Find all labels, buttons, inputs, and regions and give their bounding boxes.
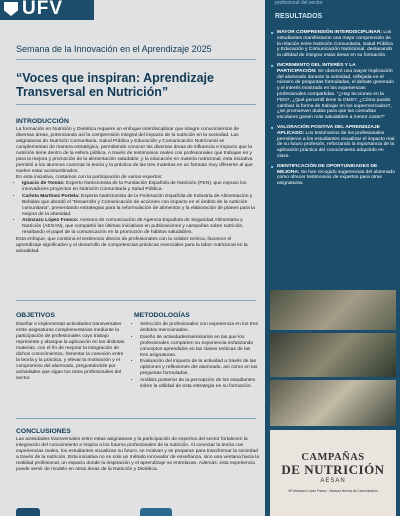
event-photo [270,290,396,330]
list-item [22,218,256,236]
logo-text: UFV [22,0,63,19]
results-list [271,30,395,187]
intro-paragraph: La formación en Nutrición y Dietética requiere un enfoque interdisciplinar que integre conocimientos de diversas áreas, potenciando así la comprensión integral del impacto de la nutrición en la sociedad. Las asignaturas de Nutrición Comunitaria, Salud Pública y Educación y Comunicación Nutricional se complementan de manera estratégica, permitiendo conocer las diversas áreas de influencia e impacto que la nutrición tiene dentro de la esfera pública. A través de testimonios reales con profesionales que trabajan en y para la mejora y promoción de la alimentación saludable, y la educación en materia nutricional, esta iniciativa permitió a los alumnos conectar la teoría y la práctica de las tres materias en un formato muy diferente al que suelen estar acostumbrados. [16,127,253,174]
result-text: Los estudiantes manifestaron una mejor comprensión de la relación entre Nutrición Comunitaria, Salud Pública y Educación y Comunicación Nutricional, destacando la utilidad de integrar estas áreas en su formación. [277,30,393,59]
list-item: • Selección de profesionales con experiencia en los tres ámbitos mencionados. [140,322,258,334]
expert-list [16,181,256,236]
metodologia-section [134,312,258,390]
result-label: MAYOR COMPRENSIÓN INTERDISCIPLINAR: [277,30,382,35]
expert-description: Experta Nutricionista de la Federación Española de Industria de Alimentación y Bebidas que abordó el “Desarrollo y Comunicación de acciones con impacto en el ámbito de la nutrición comunitaria”, presentando estrategias para la reformulación de alimentos y la elaboración de planes para la mejora de la obesidad. [22,193,255,217]
result-label: VALORACIÓN POSITIVA DEL APRENDIZAJE APLICADO: [277,124,380,136]
results-fragment: profesional del sector. [275,0,324,6]
event-name: Semana de la Innovación en el Aprendizaje 2025 [16,44,212,54]
divider [16,300,256,301]
expert-name: Carlota Martínez Portela: [22,193,80,199]
result-label: INCREMENTO DEL INTERÉS Y LA PARTICIPACIÓN: [277,62,356,74]
result-label: IDENTIFICACIÓN DE OPORTUNIDADES DE MEJORA: [277,163,378,175]
objetivos-text: Diseñar e implementar actividades transversales entre asignaturas complementarias mediante la participación de profesionales cuyo trabajo represente y abarque la aplicación en las distintas materias, con el fin de mejorar la integración de dichos conocimientos, fomentar la conexión entre la teoría y la práctica, y elevar la motivación y el compromiso del alumnado, preguntándole por actividades que sigan los retos profesionales del sector. [16,322,125,381]
result-item [271,63,395,121]
ufv-logo [0,0,94,20]
divider [16,418,256,419]
result-text: Se observó una mayor implicación del alumnado durante la actividad, reflejada en el número de preguntas formuladas, el debate generado y el interés mostrado en las experiencias profesionales compartidas. “¿Hay lecciones en la FEN?, ¿Qué percentil tiene la OMS?, ¿Cómo puedo cambiar la forma de trabajar en los supermercados?, ¿se promueven dudas para que las consultas escolares ganen más saludables a menor coste?” [277,68,394,121]
sponsor-logo [16,508,40,516]
campaign-title-line2: DE NUTRICIÓN [281,462,385,477]
objetivos-section [16,312,126,382]
result-text: Se han recogido sugerencias del alumnado como ofrecer testimonios de expertos para otras asignaturas. [277,169,395,187]
list-item: • Diseño de actividades/seminarios en las que los profesionales comparten su experiencia enfatizando conceptos aprendidos en las clases teóricas de las tres asignaturas. [140,335,258,359]
expert-name: Aránzazu López Franco: [22,218,79,223]
conclusiones-text: Las actividades transversales entre estas asignaturas y la participación de expertos del sector fortalecen la integración del conocimiento e inspira a los futuros profesionales de la nutrición. Al conectar la teoría con experiencias reales, los estudiantes visualizan su futuro, se motivan y se preparan para transformar la sociedad a través de la nutrición. Esta iniciativa no es solo un método innovador de enseñanza, sino una ventana hacia la realidad profesional, un espacio donde la inspiración y el aprendizaje se entrelazan. Además, esta experiencia puede servir de modelo en otras áreas de la Nutrición y Dietética. [16,437,260,472]
result-item [271,125,395,160]
campaign-caption: Mª Aránzazu López Franco · Asesora técnica de Comunicación [288,489,378,493]
conclusiones-heading: CONCLUSIONES [16,428,71,435]
conclusiones-section [16,428,260,473]
results-heading: RESULTADOS [275,13,323,20]
shield-icon [4,2,18,16]
result-item [271,30,395,59]
intro-paragraph: Esta enfoque, que combina el testimonio directo de profesionales con la solidez teórica, favorece el aprendizaje significativo y el desarrollo de competencias prácticas esenciales para la labor nutricional en la actualidad. [16,236,248,254]
expert-name: Ignacio de Tomás: [22,181,65,186]
event-photo [270,333,396,377]
intro-paragraph: En esta iniciativa, contamos con la participación de varios expertos: [16,175,163,180]
result-text: Los testimonios de los profesionales permitieron a los estudiantes visualizar el impacto real de su futuro profesión, reforzando la importancia de la aplicación práctica del conocimiento adquirido en clase. [277,130,395,159]
sponsor-logo [140,508,172,516]
result-item [271,164,395,187]
event-photo [270,380,396,426]
divider [16,59,256,60]
objetivos-heading: OBJETIVOS [16,312,55,319]
campaign-slide [270,430,396,516]
divider [16,104,256,105]
list-item: • Evaluación del impacto de la actividad a través de las opiniones y reflexiones del alumnado, así como en las preguntas formuladas. [140,359,258,377]
metodologia-heading: METODOLOGÍAS [134,312,190,319]
intro-heading: INTRODUCCIÓN [16,118,69,125]
intro-section [16,118,256,255]
list-item [22,181,256,193]
metodologia-list [134,322,258,390]
expert-description: Experto Nutricionista de la Fundación Española de Nutrición (FEN), que expuso los innovadores proyectos en Nutrición Comunitaria y Salud Pública. [22,181,247,192]
campaign-agency: AESAN [320,478,346,484]
campaign-title-line1: CAMPAÑAS [301,452,365,463]
list-item [22,194,256,218]
expert-description: Asesora de comunicación de Agencia Española de Seguridad Alimentaria y Nutrición (AESAN), que compartió las últimas iniciativas en publicaciones y campañas sobre nutrición, resaltando el papel de la comunicación en la promoción de hábitos saludables. [22,218,244,235]
poster-title: “Voces que inspiran: Aprendizaje Transversal en Nutrición” [16,71,214,99]
list-item: • Análisis posterior de la percepción de los estudiantes sobre la utilidad de esta estrategia en su formación. [140,378,258,390]
